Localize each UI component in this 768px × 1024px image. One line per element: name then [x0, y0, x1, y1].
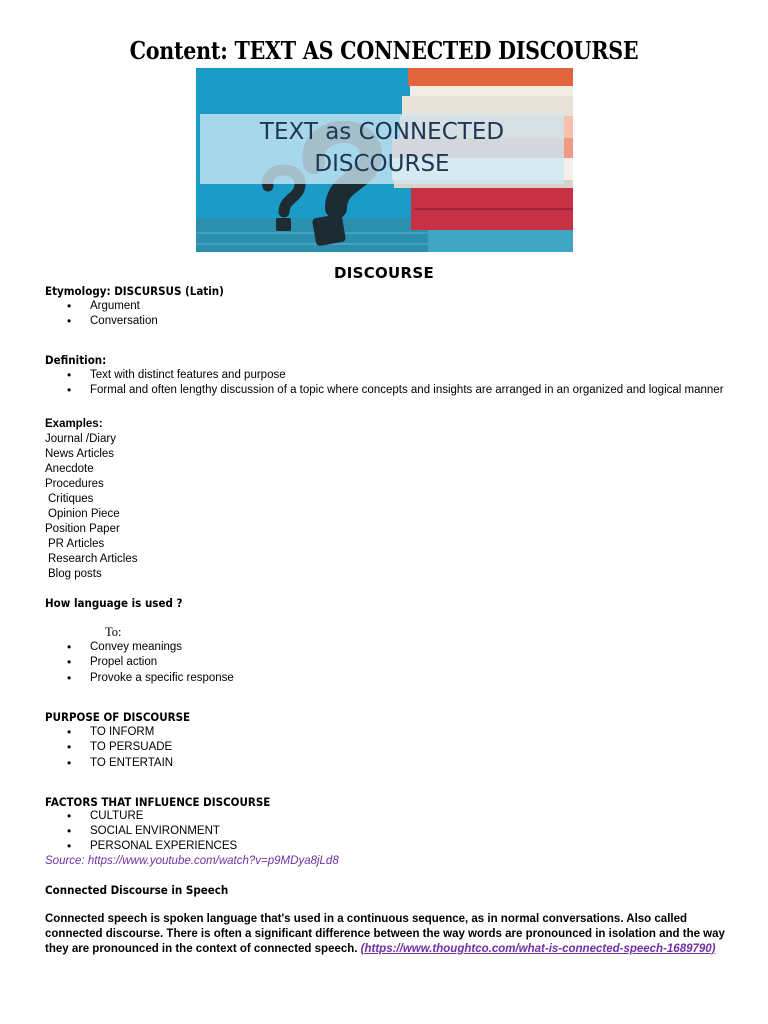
- examples-label: Examples:: [45, 418, 103, 431]
- banner-image: [196, 68, 573, 252]
- etymology-list: [45, 299, 735, 329]
- definition-list: [45, 368, 735, 398]
- example-item: Research Articles: [48, 552, 138, 565]
- example-item: Journal /Diary: [45, 433, 116, 446]
- paragraph-text: Connected speech is spoken language that's used in a continuous sequence, as in normal conversations. Also called connected discourse. There is often a significant difference between the way words are pronounced in isolation and the way they are pronounced in the context of connected speech.: [45, 913, 725, 955]
- example-item: News Articles: [45, 448, 115, 461]
- list-item: • Convey meanings: [45, 640, 735, 655]
- examples-list: [45, 432, 735, 581]
- example-item: PR Articles: [48, 537, 105, 550]
- connected-paragraph: [45, 912, 735, 957]
- document-body: [45, 284, 735, 957]
- language-label: How language is used ?: [45, 596, 183, 611]
- example-item: Critiques: [48, 492, 94, 505]
- example-item: Opinion Piece: [48, 507, 120, 520]
- list-item: • CULTURE: [45, 809, 735, 824]
- list-item: • PERSONAL EXPERIENCES: [45, 839, 735, 854]
- section-heading: DISCOURSE: [333, 264, 435, 282]
- factors-label: FACTORS THAT INFLUENCE DISCOURSE: [45, 794, 271, 809]
- language-list: [45, 640, 735, 686]
- purpose-list: [45, 725, 735, 771]
- etymology-label: Etymology: DISCURSUS (Latin): [45, 284, 224, 298]
- list-item: • Argument: [45, 299, 735, 314]
- banner-caption: [200, 114, 564, 184]
- factors-list: [45, 809, 735, 854]
- list-item: • Formal and often lengthy discussion of a topic where concepts and insights are arranged in an organized and logical manner: [45, 383, 735, 398]
- example-item: Procedures: [45, 478, 104, 491]
- list-item: • TO ENTERTAIN: [45, 756, 735, 771]
- list-item: • TO INFORM: [45, 725, 735, 740]
- definition-label: Definition:: [45, 352, 107, 367]
- list-item: • Propel action: [45, 655, 735, 670]
- example-item: Anecdote: [45, 463, 94, 476]
- list-item: • Text with distinct features and purpose: [45, 368, 735, 383]
- page-title: Content: TEXT AS CONNECTED DISCOURSE: [129, 36, 639, 65]
- to-label: To:: [105, 625, 122, 640]
- connected-heading: Connected Discourse in Speech: [45, 883, 229, 898]
- thoughtco-link[interactable]: (https://www.thoughtco.com/what-is-connected-speech-1689790): [360, 942, 716, 955]
- banner-line-1: TEXT as CONNECTED: [259, 119, 505, 145]
- list-item: • TO PERSUADE: [45, 740, 735, 755]
- source-link[interactable]: Source: https://www.youtube.com/watch?v=p9MDya8jLd8: [45, 855, 339, 868]
- purpose-label: PURPOSE OF DISCOURSE: [45, 709, 191, 724]
- example-item: Blog posts: [48, 567, 102, 580]
- list-item: • SOCIAL ENVIRONMENT: [45, 824, 735, 839]
- banner-line-2: DISCOURSE: [314, 151, 450, 177]
- example-item: Position Paper: [45, 522, 120, 535]
- list-item: • Conversation: [45, 314, 735, 329]
- list-item: • Provoke a specific response: [45, 671, 735, 686]
